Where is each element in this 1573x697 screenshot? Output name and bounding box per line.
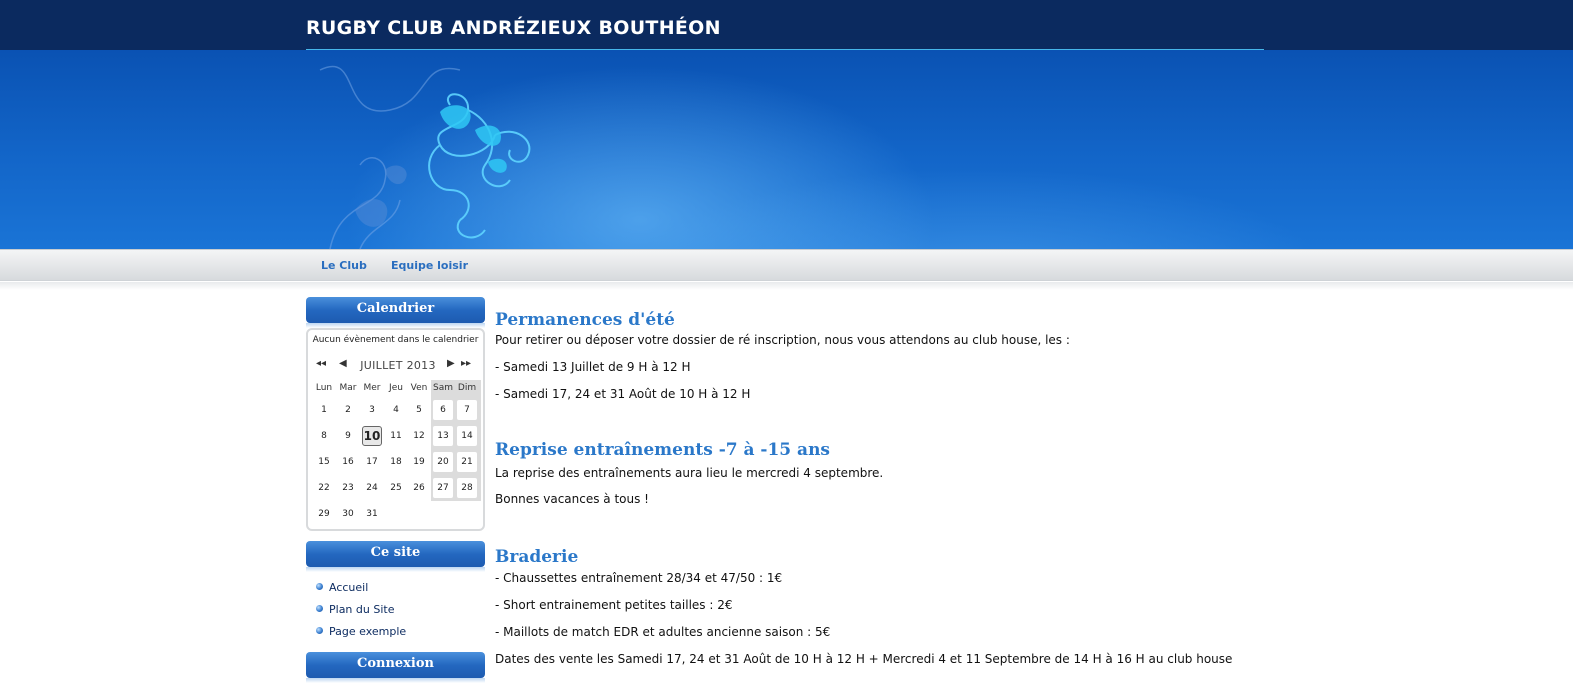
article-paragraph: - Samedi 13 Juillet de 9 H à 12 H <box>495 360 691 374</box>
bullet-icon <box>316 583 323 590</box>
calendar-weekday-header: Mer <box>363 383 381 393</box>
menu-item-plan-du-site[interactable] <box>316 603 394 616</box>
login-module-title: Connexion <box>306 652 485 678</box>
calendar-day[interactable]: 13 <box>433 426 453 446</box>
article-paragraph: Dates des vente les Samedi 17, 24 et 31 Août de 10 H à 12 H + Mercredi 4 et 11 Septembre de 14 H à 16 H au club house <box>495 652 1233 666</box>
calendar-day[interactable]: 19 <box>413 457 425 467</box>
calendar-day[interactable]: 25 <box>390 483 402 493</box>
bullet-icon <box>316 627 323 634</box>
calendar-day[interactable]: 27 <box>433 478 453 498</box>
site-title[interactable]: RUGBY CLUB ANDRÉZIEUX BOUTHÉON <box>306 17 721 39</box>
calendar-day[interactable]: 21 <box>457 452 477 472</box>
calendar-day[interactable]: 4 <box>393 405 399 415</box>
article-title[interactable]: Braderie <box>495 547 579 567</box>
menu-item-accueil[interactable] <box>316 581 368 594</box>
menu-item-label[interactable]: Page exemple <box>329 625 407 638</box>
article-paragraph: La reprise des entraînements aura lieu le mercredi 4 septembre. <box>495 466 884 480</box>
calendar-weekday-header: Lun <box>315 383 333 393</box>
nav-le-club[interactable]: Le Club <box>321 259 367 272</box>
calendar-day[interactable]: 24 <box>366 483 378 493</box>
calendar-day[interactable]: 22 <box>318 483 330 493</box>
calendar-day[interactable]: 3 <box>369 405 375 415</box>
site-header <box>0 0 1573 50</box>
calendar-day[interactable]: 2 <box>345 405 351 415</box>
calendar-day[interactable]: 29 <box>318 509 330 519</box>
calendar-day[interactable]: 5 <box>416 405 422 415</box>
calendar-month-label: JUILLET 2013 <box>360 359 436 372</box>
calendar-prev-month-button[interactable]: ◀ <box>339 358 347 369</box>
header-banner <box>0 50 1573 249</box>
calendar-day-today[interactable]: 10 <box>362 426 382 446</box>
site-menu-title: Ce site <box>306 541 485 567</box>
calendar-day[interactable]: 26 <box>413 483 425 493</box>
calendar-weekday-header: Mar <box>339 383 357 393</box>
calendar <box>306 328 485 531</box>
article-paragraph: - Short entrainement petites tailles : 2€ <box>495 598 733 612</box>
calendar-weekday-header: Jeu <box>389 383 403 393</box>
article-paragraph: - Maillots de match EDR et adultes ancienne saison : 5€ <box>495 625 831 639</box>
nav-shadow <box>0 282 1573 290</box>
calendar-day[interactable]: 17 <box>366 457 378 467</box>
calendar-weekday-header: Sam <box>433 383 453 393</box>
calendar-weekday-header: Dim <box>457 383 477 393</box>
calendar-day[interactable]: 7 <box>457 400 477 420</box>
calendar-day[interactable]: 20 <box>433 452 453 472</box>
calendar-day[interactable]: 11 <box>390 431 402 441</box>
calendar-weekday-header: Ven <box>410 383 428 393</box>
calendar-day[interactable]: 31 <box>366 509 378 519</box>
calendar-day[interactable]: 23 <box>342 483 354 493</box>
nav-equipe-loisir[interactable]: Equipe loisir <box>391 259 468 272</box>
article-paragraph: - Chaussettes entraînement 28/34 et 47/50 : 1€ <box>495 571 783 585</box>
calendar-day[interactable]: 14 <box>457 426 477 446</box>
menu-item-label[interactable]: Plan du Site <box>329 603 395 616</box>
floral-ornament-graphic <box>300 50 560 249</box>
calendar-day[interactable]: 28 <box>457 478 477 498</box>
calendar-day[interactable]: 18 <box>390 457 402 467</box>
article-title[interactable]: Permanences d'été <box>495 310 675 330</box>
calendar-day[interactable]: 1 <box>321 405 327 415</box>
calendar-module-title: Calendrier <box>306 297 485 323</box>
calendar-day[interactable]: 30 <box>342 509 354 519</box>
calendar-day[interactable]: 16 <box>342 457 354 467</box>
article-paragraph: Pour retirer ou déposer votre dossier de ré inscription, nous vous attendons au club house, les : <box>495 333 1070 347</box>
calendar-day[interactable]: 15 <box>318 457 330 467</box>
article-paragraph: Bonnes vacances à tous ! <box>495 492 649 506</box>
calendar-next-year-button[interactable]: ▸▸ <box>461 358 472 369</box>
bullet-icon <box>316 605 323 612</box>
menu-item-page-exemple[interactable] <box>316 625 406 638</box>
article-paragraph: - Samedi 17, 24 et 31 Août de 10 H à 12 H <box>495 387 751 401</box>
calendar-prev-year-button[interactable]: ◂◂ <box>316 358 327 369</box>
article-title[interactable]: Reprise entraînements -7 à -15 ans <box>495 440 831 460</box>
calendar-next-month-button[interactable]: ▶ <box>447 358 455 369</box>
menu-item-label[interactable]: Accueil <box>329 581 369 594</box>
calendar-day[interactable]: 9 <box>345 431 351 441</box>
main-nav <box>0 249 1573 281</box>
calendar-day[interactable]: 12 <box>413 431 425 441</box>
calendar-note: Aucun évènement dans le calendrier <box>312 335 479 345</box>
calendar-day[interactable]: 6 <box>433 400 453 420</box>
calendar-day[interactable]: 8 <box>321 431 327 441</box>
